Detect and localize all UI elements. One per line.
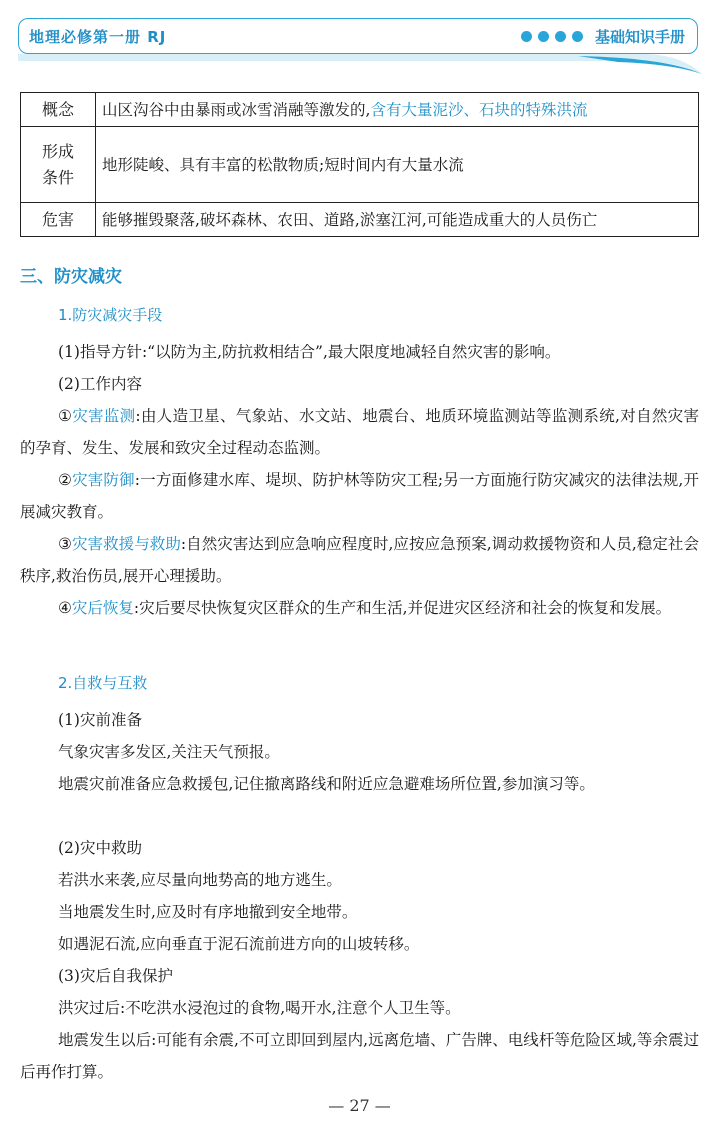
paragraph: (1)灾前准备: [58, 711, 142, 729]
paragraph: (3)灾后自我保护: [58, 967, 173, 985]
paragraph: 地震灾前准备应急救援包,记住撤离路线和附近应急避难场所位置,参加演习等。: [58, 775, 595, 793]
paragraph: (2)工作内容: [58, 375, 142, 393]
paragraph: 气象灾害多发区,关注天气预报。: [58, 743, 280, 761]
table-row: [21, 93, 699, 127]
paragraph: 如遇泥石流,应向垂直于泥石流前进方向的山坡转移。: [58, 935, 420, 953]
swoosh-decoration: [18, 52, 702, 76]
header-right: [515, 26, 685, 47]
paragraph: 若洪水来袭,应尽量向地势高的地方逃生。: [58, 871, 342, 889]
paragraph: 当地震发生时,应及时有序地撤到安全地带。: [58, 903, 358, 921]
dot-icon: [521, 31, 532, 42]
item-recovery: ④灾后恢复:灾后要尽快恢复灾区群众的生产和生活,并促进灾区经济和社会的恢复和发展。: [58, 599, 672, 617]
row-label-conditions: 形成 条件: [21, 127, 96, 203]
term-highlight: 灾害救援与救助: [71, 535, 181, 553]
page-number: — 27 —: [328, 1096, 391, 1115]
term-highlight: 灾害监测: [72, 407, 136, 425]
item-rescue: ③灾害救援与救助:自然灾害达到应急响应程度时,应按应急预案,调动救援物资和人员,稳定社会秩序,救治伤员,展开心理援助。: [20, 535, 699, 585]
paragraph: 地震发生以后:可能有余震,不可立即回到屋内,远离危墙、广告牌、电线杆等危险区域,等余震过后再作打算。: [20, 1031, 699, 1081]
row-label-concept: 概念: [21, 93, 96, 127]
table-row: [21, 203, 699, 237]
handbook-title: 基础知识手册: [594, 27, 685, 46]
table-row: [21, 127, 699, 203]
term-highlight: 灾害防御: [72, 471, 135, 489]
paragraph: (2)灾中救助: [58, 839, 142, 857]
paragraph: (1)指导方针:“以防为主,防抗救相结合”,最大限度地减轻自然灾害的影响。: [58, 343, 561, 361]
conditions-text: 地形陡峻、具有丰富的松散物质;短时间内有大量水流: [96, 127, 699, 203]
concept-highlight: 含有大量泥沙、石块的特殊洪流: [370, 100, 588, 119]
row-label-harm: 危害: [21, 203, 96, 237]
debris-flow-table: [20, 92, 699, 237]
subsection-title: 1.防灾减灾手段: [58, 306, 163, 324]
paragraph: 洪灾过后:不吃洪水浸泡过的食物,喝开水,注意个人卫生等。: [58, 999, 461, 1017]
harm-text: 能够摧毁聚落,破坏森林、农田、道路,淤塞江河,可能造成重大的人员伤亡: [96, 203, 699, 237]
dot-icon: [572, 31, 583, 42]
section-title: 三、防灾减灾: [20, 267, 122, 287]
item-monitoring: ①灾害监测:由人造卫星、气象站、水文站、地震台、地质环境监测站等监测系统,对自然灾害的孕育、发生、发展和致灾全过程动态监测。: [20, 407, 699, 457]
book-title: 地理必修第一册 RJ: [29, 27, 167, 46]
dots-decoration: [515, 31, 583, 42]
term-highlight: 灾后恢复: [71, 599, 134, 617]
subsection-title: 2.自救与互救: [58, 674, 148, 692]
item-defense: ②灾害防御:一方面修建水库、堤坝、防护林等防灾工程;另一方面施行防灾减灾的法律法规,开展减灾教育。: [20, 471, 699, 521]
dot-icon: [538, 31, 549, 42]
concept-text: 山区沟谷中由暴雨或冰雪消融等激发的,含有大量泥沙、石块的特殊洪流: [96, 93, 699, 127]
page-header: [18, 18, 698, 54]
dot-icon: [555, 31, 566, 42]
